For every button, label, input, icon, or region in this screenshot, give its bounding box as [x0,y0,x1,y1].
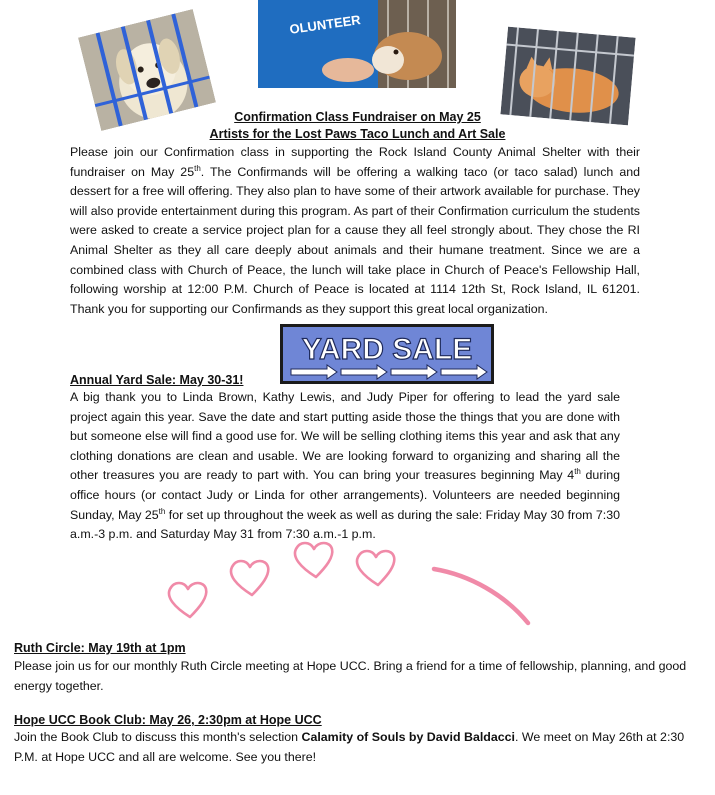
heart-icon [295,543,332,577]
ruth-circle-heading: Ruth Circle: May 19th at 1pm [14,641,186,655]
book-title: Calamity of Souls by David Baldacci [301,730,515,744]
book-club-body [14,728,704,767]
pink-swoosh [434,569,528,623]
yard-sale-sign-text: YARD SALE [301,333,473,366]
svg-text:OLUNTEER: OLUNTEER [288,12,362,37]
fundraiser-text-a: Please join our Confirmation class in supporting the Rock Island County Animal Shelter with their fundraiser on May 25 [70,145,640,179]
yard-sale-sign [280,324,494,384]
fundraiser-sup: th [194,163,201,173]
heart-icon [169,583,206,617]
yard-sale-heading: Annual Yard Sale: May 30-31! [70,373,244,387]
fundraiser-title: Confirmation Class Fundraiser on May 25 [234,110,481,124]
yard-sale-paragraph [70,388,620,545]
yard-sale-text-b: during office hours (or contact Judy or Linda for other arrangements). Volunteers are needed beginning Sunday, May 25 [70,468,620,522]
book-club-text-b: . We meet on May 26th at 2:30 P.M. at Hope UCC and all are welcome. See you there! [14,730,685,764]
book-club-text-a: Join the Book Club to discuss this month's selection [14,730,302,744]
ruth-circle-body: Please join us for our monthly Ruth Circle meeting at Hope UCC. Bring a friend for a time of fellowship, planning, and good energy together. [14,659,687,693]
heart-icon [231,561,268,595]
fundraiser-text-b: . The Confirmands will be offering a walking taco (or taco salad) lunch and dessert for a free will offering. They also plan to have some of their artwork available for purchase. They will also provide entertainment during this program. As part of their Confirmation curriculum the students were asked to create a service project plan for a cause they all feel strongly about. They chose the RI Animal Shelter as they all care deeply about animals and their humane treatment. Since we are a combined class with Church of Peace, the lunch will take place in Church of Peace's Fellowship Hall, following worship at 12:00 P.M. Church of Peace is located at 1114 12th St, Rock Island, IL 61201. Thank you for supporting our Confirmands as they support this great local organization. [70,164,640,316]
yard-sale-sup-2: th [158,506,166,516]
volunteer-with-dog-photo [258,0,456,88]
yard-sale-text-a: A big thank you to Linda Brown, Kathy Lewis, and Judy Piper for offering to lead the yard sale project again this year. Save the date and start putting aside those the things that you are done with but someone else will find a good use for. We will be selling clothing items this year and ask that any clothing donations are clean and usable. We are looking forward to organizing and sharing all the other treasures you are ready to part with. You can bring your treasures beginning May 4 [70,390,620,483]
yard-sale-sup-1: th [574,467,581,477]
hearts-decoration [160,535,540,630]
fundraiser-subtitle: Artists for the Lost Paws Taco Lunch and Art Sale [209,127,506,141]
fundraiser-paragraph [70,143,640,319]
book-club-heading: Hope UCC Book Club: May 26, 2:30pm at Hope UCC [14,713,322,727]
yard-sale-text-c: for set up throughout the week as well as during the sale: Friday May 30 from 7:30 a.m.-3 p.m. and Saturday May 31 from 7:30 a.m.-1 p.m. [70,507,620,542]
heart-icon [357,551,394,585]
